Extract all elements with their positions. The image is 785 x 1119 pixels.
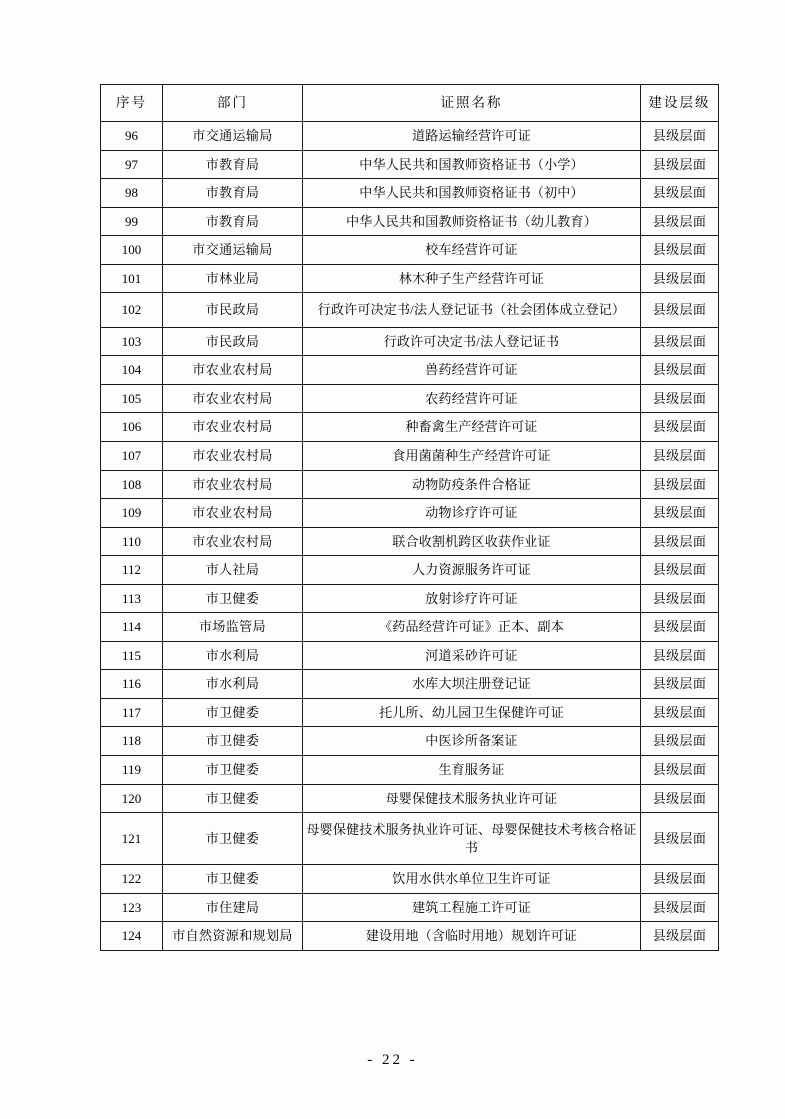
cell-certificate-name: 人力资源服务许可证: [303, 556, 641, 585]
column-header-department: 部门: [163, 85, 303, 122]
cell-department: 市卫健委: [163, 584, 303, 613]
table-row: [101, 264, 719, 293]
cell-certificate-name: 中华人民共和国教师资格证书（初中）: [303, 179, 641, 208]
cell-department: 市交通运输局: [163, 122, 303, 151]
cell-level: 县级层面: [641, 442, 719, 471]
cell-department: 市林业局: [163, 264, 303, 293]
table-body: [101, 122, 719, 951]
cell-level: 县级层面: [641, 264, 719, 293]
table-header: [101, 85, 719, 122]
cell-department: 市卫健委: [163, 698, 303, 727]
cell-level: 县级层面: [641, 327, 719, 356]
cell-level: 县级层面: [641, 207, 719, 236]
cell-seq: 123: [101, 893, 163, 922]
cell-certificate-name: 建设用地（含临时用地）规划许可证: [303, 922, 641, 951]
cell-certificate-name: 母婴保健技术服务执业许可证: [303, 784, 641, 813]
cell-department: 市民政局: [163, 327, 303, 356]
cell-seq: 116: [101, 670, 163, 699]
cell-department: 市卫健委: [163, 784, 303, 813]
table-row: [101, 556, 719, 585]
cell-department: 市自然资源和规划局: [163, 922, 303, 951]
cell-seq: 109: [101, 499, 163, 528]
cell-seq: 97: [101, 150, 163, 179]
cell-level: 县级层面: [641, 150, 719, 179]
table-row: [101, 470, 719, 499]
table-row: [101, 613, 719, 642]
cell-certificate-name: 动物防疫条件合格证: [303, 470, 641, 499]
cell-certificate-name: 道路运输经营许可证: [303, 122, 641, 151]
cell-department: 市农业农村局: [163, 527, 303, 556]
cell-seq: 99: [101, 207, 163, 236]
cell-certificate-name: 动物诊疗许可证: [303, 499, 641, 528]
table-header-row: [101, 85, 719, 122]
cell-department: 市水利局: [163, 641, 303, 670]
cell-seq: 105: [101, 384, 163, 413]
cell-certificate-name: 生育服务证: [303, 756, 641, 785]
table-row: [101, 499, 719, 528]
cell-department: 市农业农村局: [163, 384, 303, 413]
cell-level: 县级层面: [641, 384, 719, 413]
cell-certificate-name: 农药经营许可证: [303, 384, 641, 413]
cell-certificate-name: 中医诊所备案证: [303, 727, 641, 756]
table-row: [101, 756, 719, 785]
table-row: [101, 413, 719, 442]
cell-level: 县级层面: [641, 527, 719, 556]
cell-certificate-name: 食用菌菌种生产经营许可证: [303, 442, 641, 471]
cell-department: 市农业农村局: [163, 413, 303, 442]
table-row: [101, 122, 719, 151]
page-number: - 22 -: [367, 1052, 418, 1068]
cell-department: 市民政局: [163, 293, 303, 328]
cell-seq: 117: [101, 698, 163, 727]
table-row: [101, 922, 719, 951]
cell-certificate-name: 校车经营许可证: [303, 236, 641, 265]
cell-level: 县级层面: [641, 727, 719, 756]
cell-certificate-name: 种畜禽生产经营许可证: [303, 413, 641, 442]
table-row: [101, 784, 719, 813]
cell-certificate-name: 建筑工程施工许可证: [303, 893, 641, 922]
cell-certificate-name: 饮用水供水单位卫生许可证: [303, 865, 641, 894]
cell-seq: 100: [101, 236, 163, 265]
table-row: [101, 179, 719, 208]
cell-level: 县级层面: [641, 698, 719, 727]
cell-seq: 121: [101, 813, 163, 865]
cell-level: 县级层面: [641, 584, 719, 613]
cell-department: 市住建局: [163, 893, 303, 922]
table-row: [101, 727, 719, 756]
certificate-table: [100, 84, 719, 951]
cell-level: 县级层面: [641, 613, 719, 642]
cell-seq: 106: [101, 413, 163, 442]
cell-level: 县级层面: [641, 756, 719, 785]
cell-seq: 107: [101, 442, 163, 471]
table-row: [101, 150, 719, 179]
table-row: [101, 327, 719, 356]
cell-seq: 119: [101, 756, 163, 785]
cell-certificate-name: 中华人民共和国教师资格证书（小学）: [303, 150, 641, 179]
cell-certificate-name: 河道采砂许可证: [303, 641, 641, 670]
cell-department: 市卫健委: [163, 865, 303, 894]
cell-seq: 103: [101, 327, 163, 356]
cell-department: 市农业农村局: [163, 442, 303, 471]
cell-level: 县级层面: [641, 784, 719, 813]
cell-level: 县级层面: [641, 122, 719, 151]
cell-certificate-name: 林木种子生产经营许可证: [303, 264, 641, 293]
cell-certificate-name: 联合收割机跨区收获作业证: [303, 527, 641, 556]
table-row: [101, 356, 719, 385]
cell-seq: 108: [101, 470, 163, 499]
cell-certificate-name: 中华人民共和国教师资格证书（幼儿教育）: [303, 207, 641, 236]
cell-certificate-name: 行政许可决定书/法人登记证书（社会团体成立登记）: [303, 293, 641, 328]
cell-department: 市场监管局: [163, 613, 303, 642]
table-row: [101, 813, 719, 865]
table-row: [101, 670, 719, 699]
table-row: [101, 698, 719, 727]
cell-department: 市水利局: [163, 670, 303, 699]
cell-seq: 104: [101, 356, 163, 385]
cell-level: 县级层面: [641, 813, 719, 865]
cell-department: 市卫健委: [163, 813, 303, 865]
table-row: [101, 207, 719, 236]
cell-certificate-name: 水库大坝注册登记证: [303, 670, 641, 699]
cell-seq: 118: [101, 727, 163, 756]
table-row: [101, 442, 719, 471]
table-row: [101, 893, 719, 922]
table-row: [101, 865, 719, 894]
table-row: [101, 641, 719, 670]
cell-seq: 110: [101, 527, 163, 556]
column-header-certificate-name: 证照名称: [303, 85, 641, 122]
table-row: [101, 584, 719, 613]
table-row: [101, 527, 719, 556]
table-row: [101, 293, 719, 328]
cell-seq: 98: [101, 179, 163, 208]
cell-department: 市人社局: [163, 556, 303, 585]
cell-level: 县级层面: [641, 236, 719, 265]
cell-seq: 122: [101, 865, 163, 894]
cell-seq: 124: [101, 922, 163, 951]
cell-seq: 120: [101, 784, 163, 813]
cell-seq: 113: [101, 584, 163, 613]
cell-seq: 115: [101, 641, 163, 670]
cell-certificate-name: 托儿所、幼儿园卫生保健许可证: [303, 698, 641, 727]
cell-level: 县级层面: [641, 470, 719, 499]
cell-level: 县级层面: [641, 499, 719, 528]
certificate-table-container: [100, 84, 718, 951]
cell-certificate-name: 行政许可决定书/法人登记证书: [303, 327, 641, 356]
cell-level: 县级层面: [641, 556, 719, 585]
cell-department: 市卫健委: [163, 727, 303, 756]
cell-certificate-name: 母婴保健技术服务执业许可证、母婴保健技术考核合格证书: [303, 813, 641, 865]
cell-department: 市教育局: [163, 207, 303, 236]
cell-department: 市教育局: [163, 150, 303, 179]
cell-level: 县级层面: [641, 641, 719, 670]
cell-level: 县级层面: [641, 179, 719, 208]
cell-seq: 114: [101, 613, 163, 642]
cell-department: 市农业农村局: [163, 470, 303, 499]
cell-level: 县级层面: [641, 413, 719, 442]
column-header-level: 建设层级: [641, 85, 719, 122]
cell-certificate-name: 兽药经营许可证: [303, 356, 641, 385]
cell-level: 县级层面: [641, 922, 719, 951]
cell-certificate-name: 放射诊疗许可证: [303, 584, 641, 613]
table-row: [101, 236, 719, 265]
table-row: [101, 384, 719, 413]
cell-level: 县级层面: [641, 356, 719, 385]
cell-seq: 112: [101, 556, 163, 585]
cell-department: 市卫健委: [163, 756, 303, 785]
cell-level: 县级层面: [641, 893, 719, 922]
column-header-seq: 序号: [101, 85, 163, 122]
cell-department: 市农业农村局: [163, 356, 303, 385]
cell-department: 市农业农村局: [163, 499, 303, 528]
cell-level: 县级层面: [641, 865, 719, 894]
cell-seq: 102: [101, 293, 163, 328]
cell-department: 市交通运输局: [163, 236, 303, 265]
cell-level: 县级层面: [641, 670, 719, 699]
cell-department: 市教育局: [163, 179, 303, 208]
cell-level: 县级层面: [641, 293, 719, 328]
cell-certificate-name: 《药品经营许可证》正本、副本: [303, 613, 641, 642]
cell-seq: 101: [101, 264, 163, 293]
cell-seq: 96: [101, 122, 163, 151]
